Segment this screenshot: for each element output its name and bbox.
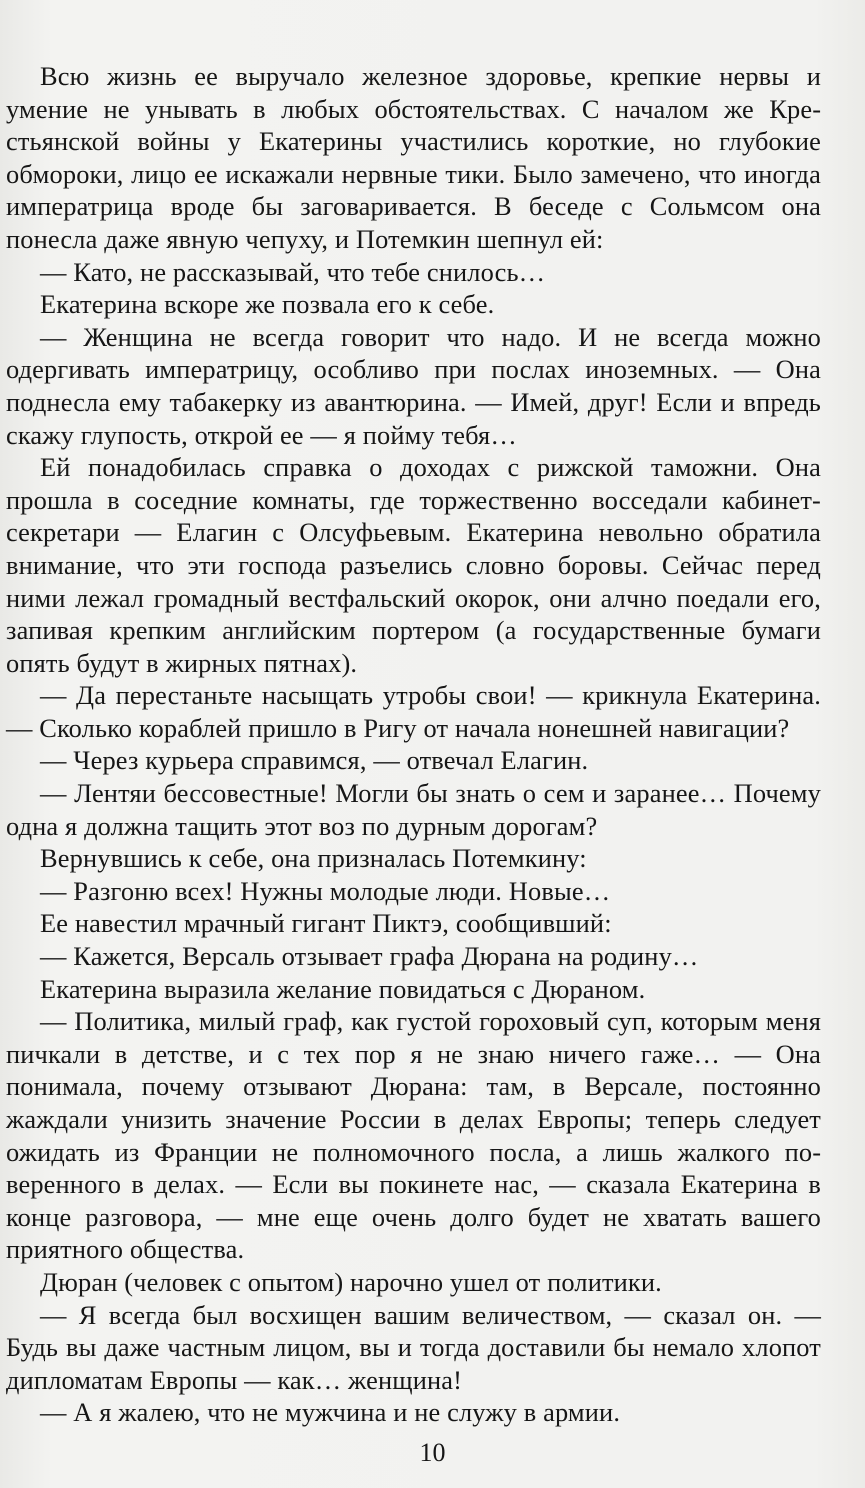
page-number: 10: [419, 1438, 446, 1467]
paragraph: — Кажется, Версаль отзывает графа Дюрана на родину…: [40, 941, 699, 972]
paragraph: — Я всегда был восхищен вашим величеством, — сказал он. — Будь вы даже частным лицом, вы и тогда доставили бы немало хлопот дипломатам Европы — как… женщина!: [6, 1299, 821, 1395]
paragraph: — Да перестаньте насыщать утробы свои! — крикнула Екатерина. — Сколько кораблей пришло в Ригу от начала нонешней навигации?: [6, 680, 821, 743]
paragraph: Дюран (человек с опытом) нарочно ушел от политики.: [40, 1266, 662, 1297]
paragraph: — Через курьера справимся, — отвечал Елагин.: [40, 745, 589, 776]
body-text: [6, 60, 821, 1429]
paragraph: — Женщина не всегда говорит что надо. И не всегда можно одергивать императрицу, особливо при послах иноземных. — Она поднесла ему табакерку из авантюрина. — Имей, друг! Если и впредь скажу глупость, открой ее — я пойму тебя…: [6, 321, 821, 450]
paragraph: — Разгоню всех! Нужны молодые люди. Новые…: [40, 875, 611, 906]
paragraph: — Лентяи бессовестные! Могли бы знать о сем и заранее… Почему одна я должна тащить этот воз по дурным дорогам?: [6, 778, 821, 841]
paragraph: — Като, не рассказывай, что тебе снилось…: [40, 256, 546, 287]
paragraph: Ей понадобилась справка о доходах с рижской таможни. Она прошла в соседние комнаты, где торжественно восседали кабинет-секретари — Елагин с Олсуфьевым. Екатерина невольно обратила внимание, что эти господа разъелись словно боровы. Сейчас перед ними лежал громадный вестфальский окорок, они алчно поедали его, запивая крепким английским портером (а государственные бумаги опять будут в жирных пятнах).: [6, 452, 821, 678]
paragraph: Екатерина выразила желание повидаться с Дюраном.: [40, 973, 646, 1004]
paragraph: Вернувшись к себе, она призналась Потемкину:: [40, 843, 587, 874]
paragraph: — Политика, милый граф, как густой гороховый суп, которым меня пичкали в детстве, и с тех пор я не знаю ничего гаже… — Она понимала, почему отзывают Дюрана: там, в Версале, постоянно жаждали унизить значение России в делах Европы; теперь следует ожидать из Франции не полномочного посла, а лишь жалкого поверенного в делах. — Если вы покинете нас, — сказала Екатерина в конце разговора, — мне еще очень долго будет не хватать вашего приятного общества.: [6, 1006, 821, 1265]
paragraph: Екатерина вскоре же позвала его к себе.: [40, 289, 495, 320]
paragraph: Ее навестил мрачный гигант Пиктэ, сообщивший:: [40, 908, 612, 939]
paragraph: Всю жизнь ее выручало железное здоровье, крепкие нервы и умение не унывать в любых обстоятельствах. С началом же Крестьянской войны у Екатерины участились короткие, но глубокие обмороки, лицо ее искажали нервные тики. Было замечено, что иногда императрица вроде бы заговаривается. В беседе с Сольмсом она понесла даже явную чепуху, и Потемкин шепнул ей:: [6, 61, 821, 254]
paragraph: — А я жалею, что не мужчина и не служу в армии.: [40, 1397, 621, 1428]
